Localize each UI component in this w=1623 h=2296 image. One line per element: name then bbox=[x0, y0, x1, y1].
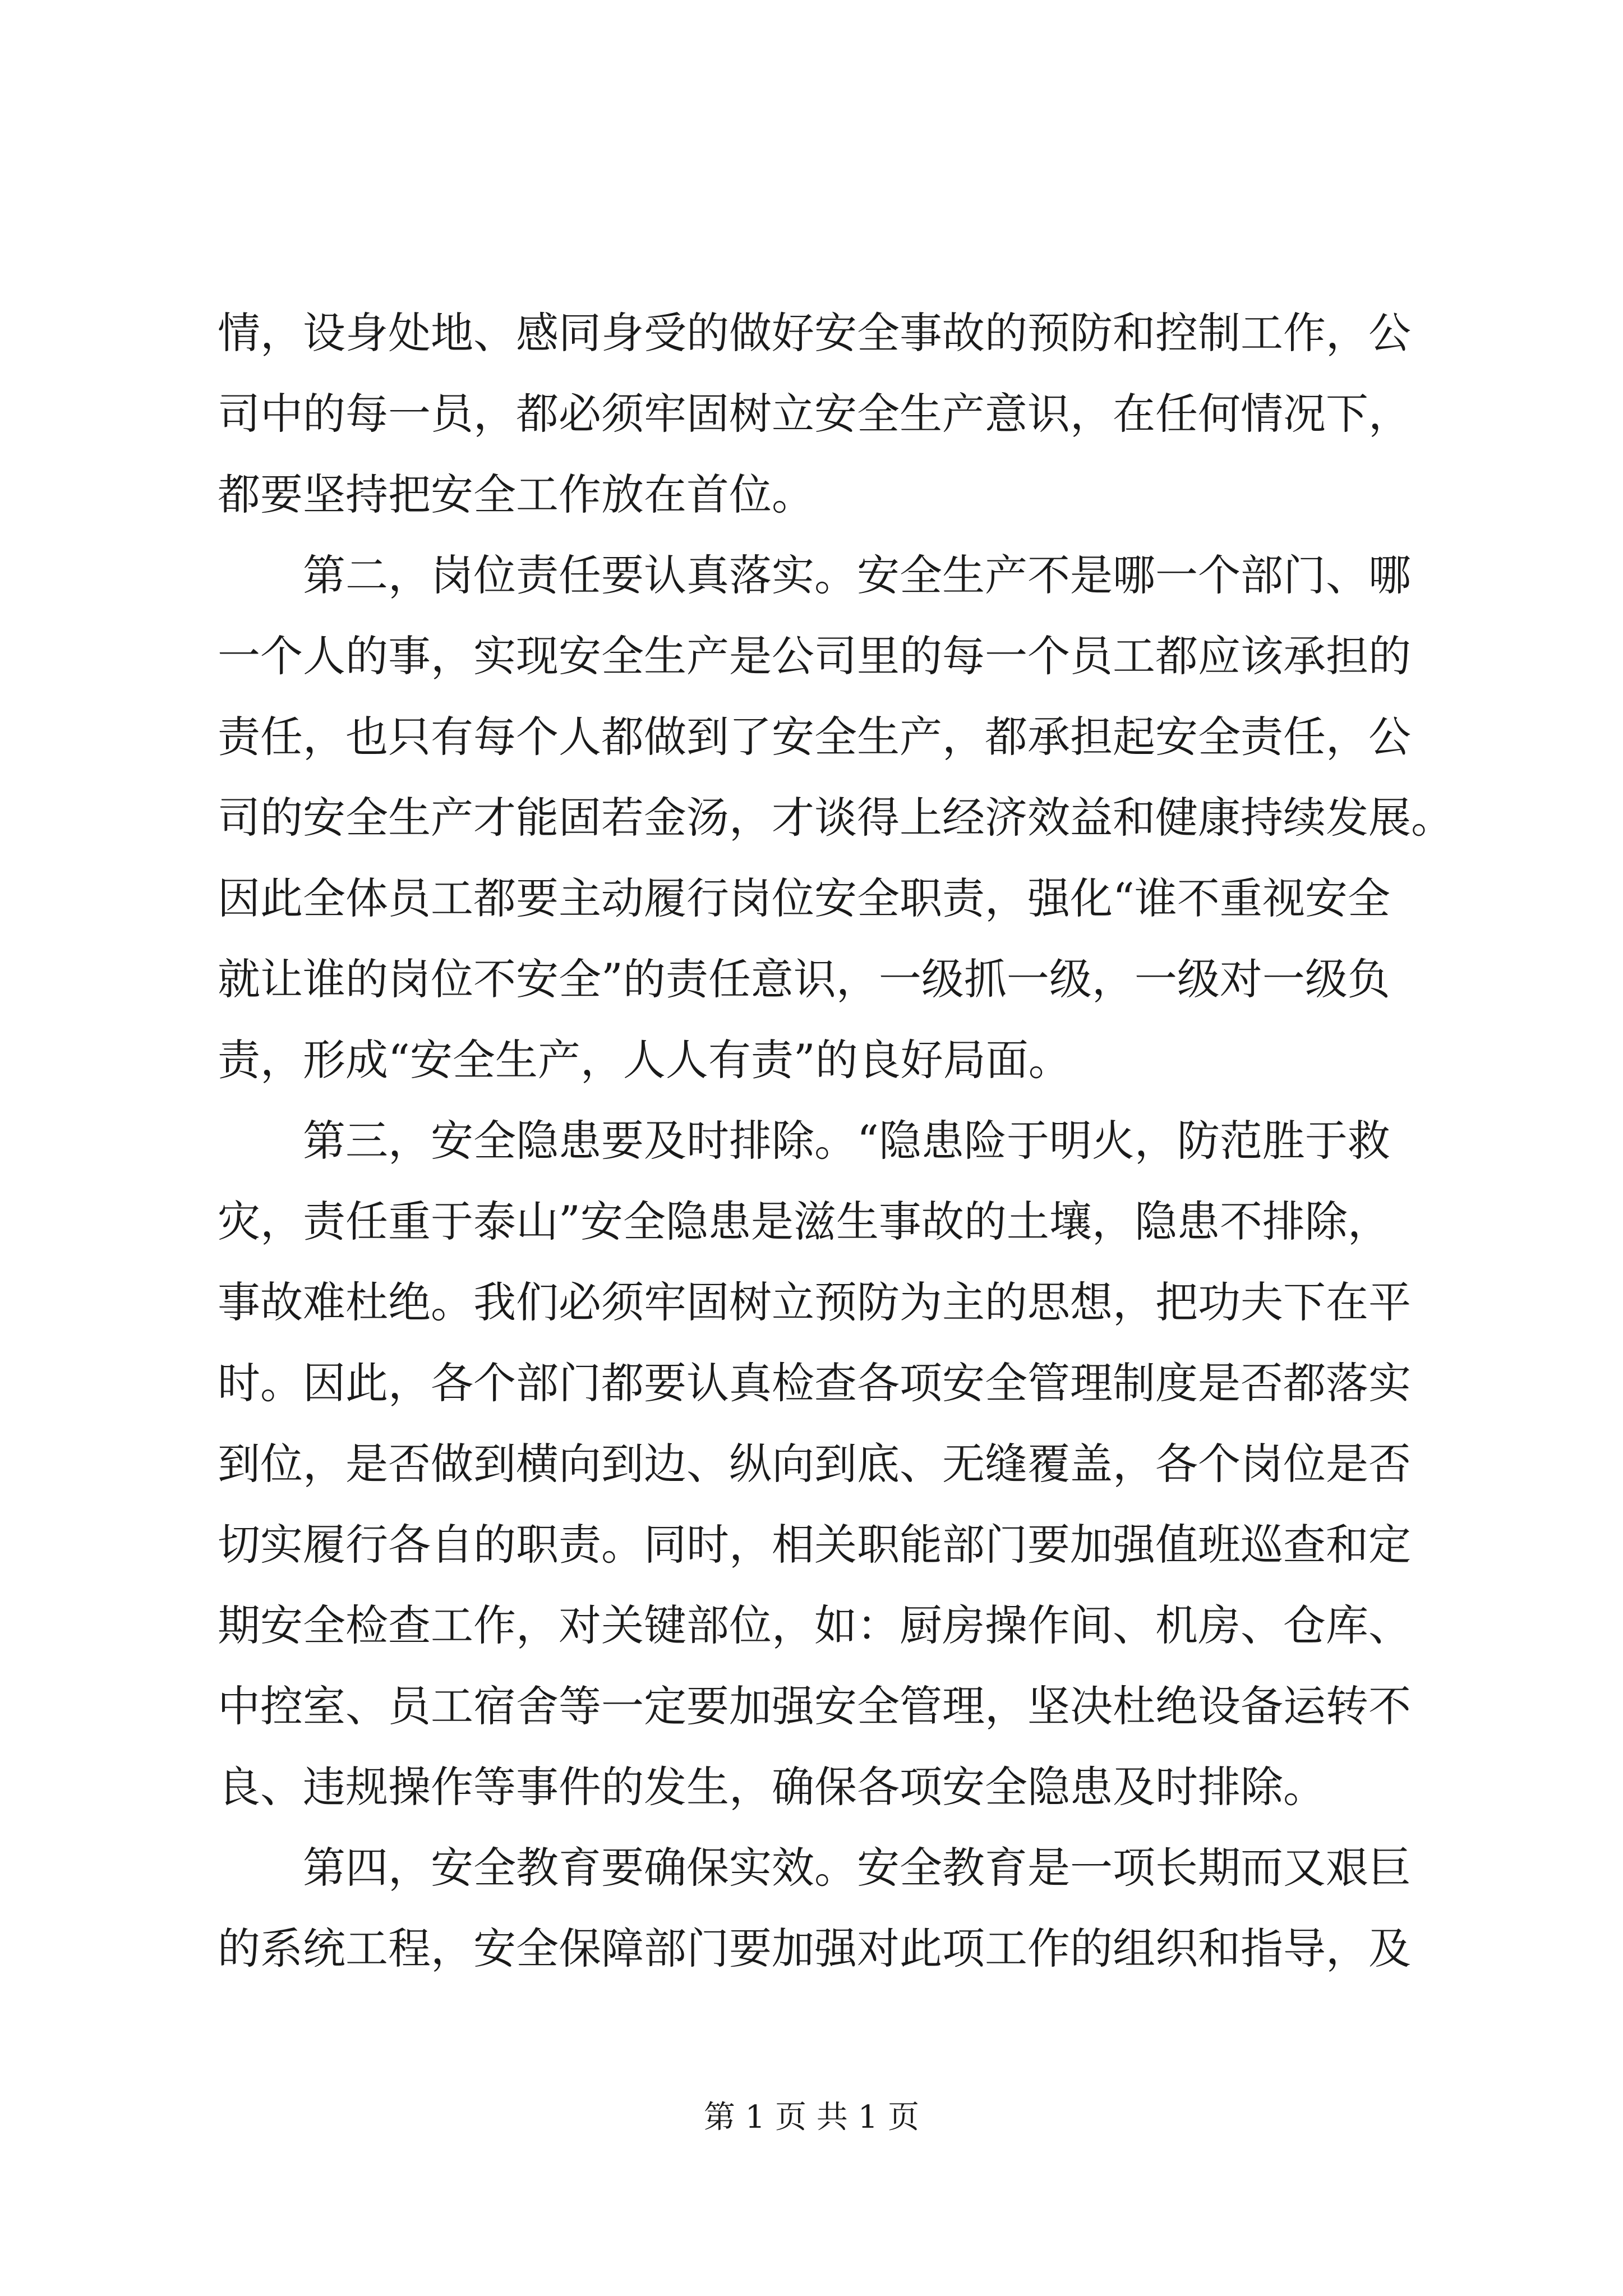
text-line: 灾，责任重于泰山”安全隐患是滋生事故的土壤，隐患不排除， bbox=[218, 1197, 1390, 1246]
text-line: 因此全体员工都要主动履行岗位安全职责，强化“谁不重视安全 bbox=[218, 873, 1390, 923]
text-line: 第四，安全教育要确保实效。安全教育是一项长期而又艰巨 bbox=[303, 1843, 1411, 1893]
text-line: 司的安全生产才能固若金汤，才谈得上经济效益和健康持续发展。 bbox=[218, 793, 1454, 843]
document-body bbox=[218, 293, 1454, 1989]
text-line: 切实履行各自的职责。同时，相关职能部门要加强值班巡查和定 bbox=[218, 1520, 1411, 1570]
text-line: 良、违规操作等事件的发生，确保各项安全隐患及时排除。 bbox=[218, 1762, 1326, 1812]
text-line: 司中的每一员，都必须牢固树立安全生产意识，在任何情况下， bbox=[218, 389, 1411, 439]
text-line: 的系统工程，安全保障部门要加强对此项工作的组织和指导，及 bbox=[218, 1924, 1411, 1973]
text-line: 情，设身处地、感同身受的做好安全事故的预防和控制工作，公 bbox=[218, 308, 1411, 358]
text-line: 期安全检查工作，对关键部位，如：厨房操作间、机房、仓库、 bbox=[218, 1600, 1411, 1650]
text-line: 第三，安全隐患要及时排除。“隐患险于明火，防范胜于救 bbox=[303, 1116, 1390, 1166]
text-line: 第二，岗位责任要认真落实。安全生产不是哪一个部门、哪 bbox=[303, 550, 1411, 600]
text-line: 时。因此，各个部门都要认真检查各项安全管理制度是否都落实 bbox=[218, 1358, 1411, 1408]
page-footer: 第 1 页 共 1 页 bbox=[703, 2099, 920, 2136]
text-line: 就让谁的岗位不安全”的责任意识，一级抓一级，一级对一级负 bbox=[218, 954, 1390, 1004]
text-line: 责，形成“安全生产，人人有责”的良好局面。 bbox=[218, 1035, 1071, 1085]
text-line: 中控室、员工宿舍等一定要加强安全管理，坚决杜绝设备运转不 bbox=[218, 1681, 1411, 1731]
text-line: 一个人的事，实现安全生产是公司里的每一个员工都应该承担的 bbox=[218, 631, 1411, 681]
text-line: 责任，也只有每个人都做到了安全生产，都承担起安全责任，公 bbox=[218, 712, 1411, 762]
text-line: 到位，是否做到横向到边、纵向到底、无缝覆盖，各个岗位是否 bbox=[218, 1439, 1411, 1489]
text-line: 都要坚持把安全工作放在首位。 bbox=[218, 470, 814, 519]
text-line: 事故难杜绝。我们必须牢固树立预防为主的思想，把功夫下在平 bbox=[218, 1277, 1411, 1327]
